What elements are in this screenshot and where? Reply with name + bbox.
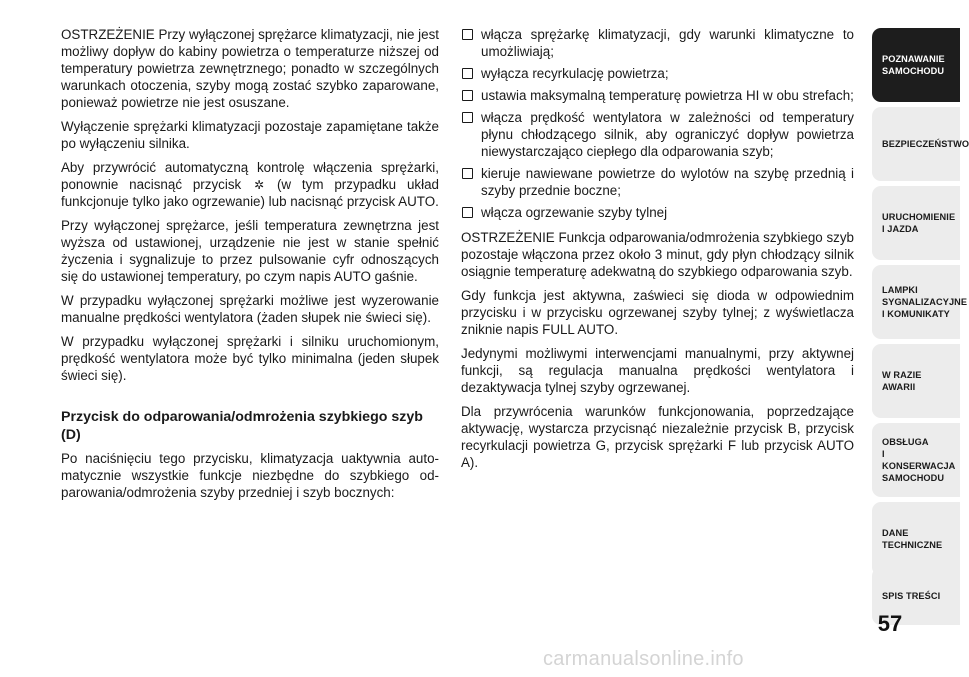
- sidebar-tab-bezpieczenstwo[interactable]: BEZPIECZEŃSTWO: [872, 107, 960, 181]
- paragraph-restore-auto-end: (w tym przypadku układ funkcjonuje tylko jako ogrzewanie) lub nacisnąć przycisk AUTO.: [61, 177, 439, 209]
- warning-paragraph-defrost: OSTRZEŻENIE Funkcja odparowania/odmrożenia szybkiego szyb pozostaje włączona przez około 3 minut, gdy płyn chłodzący silnik osiągnie temperaturę adekwatną do szybkiego odparowania szyb.: [461, 230, 854, 279]
- checkbox-bullet-icon: [462, 90, 473, 101]
- checkbox-bullet-icon: [462, 168, 473, 179]
- section-heading-defrost: Przycisk do odparowania/odmrożenia szybkiego szyb (D): [61, 409, 423, 443]
- sidebar-tab-obsluga-i-konserwacja[interactable]: OBSŁUGA I KONSERWACJA SAMOCHODU: [872, 423, 960, 497]
- paragraph-defrost-intro: Po naciśnięciu tego przycisku, klimatyzacja uaktywnia automatycznie wszystkie funkcje niezbędne do szybkiego odparowania/odmrożenia szyby przedniej i szyb bocznych:: [61, 451, 439, 500]
- paragraph-led-indicator: Gdy funkcja jest aktywna, zaświeci się dioda w odpowiednim przycisku i w przycisku ogrzewanej szyby tylnej; z wyświetlacza zniknie napis FULL AUTO.: [461, 288, 854, 337]
- chapter-sidebar: [872, 0, 969, 677]
- left-column: [61, 26, 439, 508]
- sidebar-tab-dane-techniczne[interactable]: DANE TECHNICZNE: [872, 502, 960, 576]
- paragraph-restore-conditions: Dla przywrócenia warunków funkcjonowania, poprzedzające aktywację, wystarcza przycisnąć niezależnie przycisk B, przycisk recyrkulacji powietrza G, przycisk sprężarki F lub przycisk AUTO A).: [461, 404, 854, 470]
- list-item: ustawia maksymalną temperaturę powietrza HI w obu strefach;: [461, 87, 854, 104]
- paragraph-fan-minimum: W przypadku wyłączonej sprężarki i silniku uruchomionym, prędkość wentylatora może być tylko minimalna (jeden słupek świeci się).: [61, 334, 439, 383]
- paragraph-outside-temp: Przy wyłączonej sprężarce, jeśli temperatura zewnętrzna jest wyższa od ustawionej, urządzenie nie jest w stanie spełnić życzenia i sygnalizuje to przez pulsowanie cyfr odnoszących się do ustawionej temperatury, po czym napis AUTO gaśnie.: [61, 218, 439, 284]
- right-column: [461, 26, 854, 478]
- paragraph-restore-auto-start: Aby przywrócić automatyczną kontrolę włączenia sprężarki, ponownie nacisnąć przycisk: [61, 160, 439, 192]
- sidebar-tab-poznawanie-samochodu[interactable]: POZNAWANIE SAMOCHODU: [872, 28, 960, 102]
- warning-paragraph-compressor: OSTRZEŻENIE Przy wyłączonej sprężarce klimatyzacji, nie jest możliwy dopływ do kabiny powietrza o temperaturze niższej od temperatury powietrza zewnętrznego; ponadto w szczególnych warunkach otoczenia, szyby mogą zostać szybko zaparowane, ponieważ powietrze nie jest osuszane.: [61, 27, 440, 110]
- fan-snowflake-icon: ✲: [254, 178, 265, 192]
- page-number: 57: [877, 611, 903, 636]
- list-item: włącza ogrzewanie szyby tylnej: [461, 204, 854, 221]
- checkbox-bullet-icon: [462, 29, 473, 40]
- sidebar-tab-w-razie-awarii[interactable]: W RAZIE AWARII: [872, 344, 960, 418]
- sidebar-tab-lampki-sygnalizacyjne[interactable]: LAMPKI SYGNALIZACYJNE I KOMUNIKATY: [872, 265, 960, 339]
- list-item: kieruje nawiewane powietrze do wylotów na szybę przednią i szyby przednie boczne;: [461, 165, 854, 199]
- paragraph-restore-auto: [61, 159, 439, 210]
- checkbox-bullet-icon: [462, 207, 473, 218]
- list-item: włącza sprężarkę klimatyzacji, gdy warunki klimatyczne to umożliwiają;: [461, 26, 854, 60]
- checkbox-bullet-icon: [462, 68, 473, 79]
- list-item: włącza prędkość wentylatora w zależności od temperatury płynu chłodzącego silnik, aby ograniczyć dopływ powietrza niewystarczająco ciepłego dla odparowania szyb;: [461, 109, 854, 160]
- checkbox-bullet-icon: [462, 112, 473, 123]
- sidebar-tab-uruchomienie-i-jazda[interactable]: URUCHOMIENIE I JAZDA: [872, 186, 960, 260]
- list-item: wyłącza recyrkulację powietrza;: [461, 65, 854, 82]
- paragraph-memory: Wyłączenie sprężarki klimatyzacji pozostaje zapamiętane także po wyłączeniu silnika.: [61, 119, 439, 151]
- paragraph-manual-interventions: Jedynymi możliwymi interwencjami manualnymi, przy aktywnej funkcji, są regulacja manualna prędkości wentylatora i dezaktywacja tylnej szyby ogrzewanej.: [461, 346, 854, 395]
- sidebar-tab-spis-tresci[interactable]: SPIS TREŚCI: [872, 567, 960, 625]
- watermark: carmanualsonline.info: [543, 648, 744, 670]
- paragraph-fan-reset: W przypadku wyłączonej sprężarki możliwe jest wyzerowanie manualne prędkości wentylatora (żaden słupek nie świeci się).: [61, 293, 439, 325]
- defrost-functions-list: [461, 26, 854, 221]
